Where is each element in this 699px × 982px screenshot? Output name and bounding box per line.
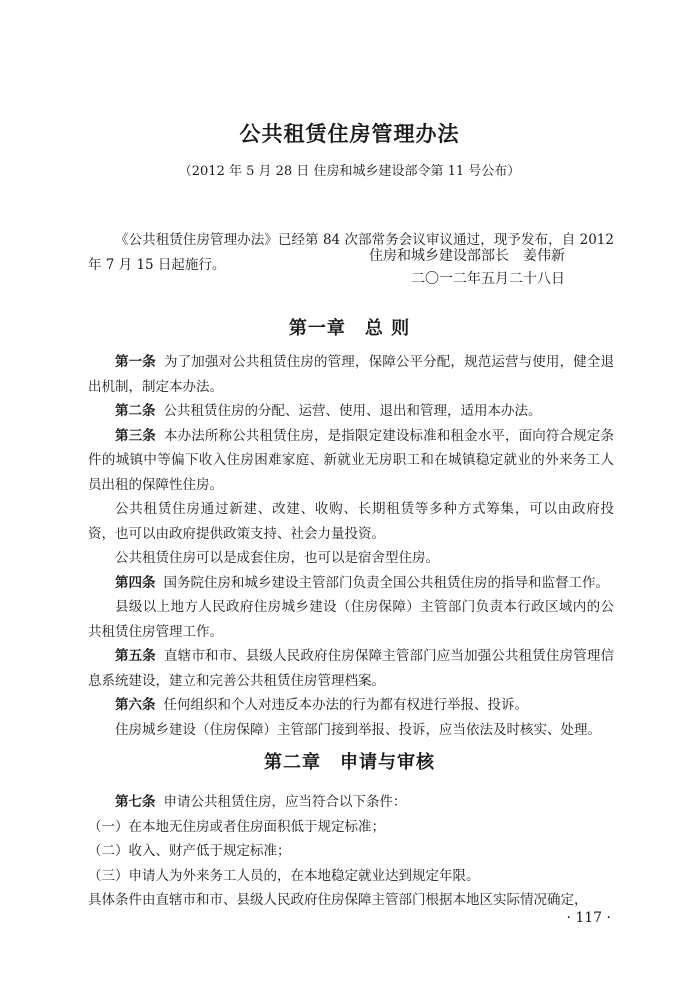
condition-1: （一）在本地无住房或者住房面积低于规定标准； [88,818,385,835]
page-number: · 117 · [566,910,611,926]
document-subtitle: （2012 年 5 月 28 日 住房和城乡建设部令第 11 号公布） [178,164,521,179]
article-text: 公共租赁住房的分配、运营、使用、退出和管理，适用本办法。 [163,403,542,419]
article-7-paragraph-2: 具体条件由直辖市和市、县级人民政府住房保障主管部门根据本地区实际情况确定， [88,892,588,908]
condition-3: （三）申请人为外来务工人员的，在本地稳定就业达到规定年限。 [88,867,480,884]
article-label: 第二条 [115,403,156,419]
article-text: 直辖市和市、县级人民政府住房保障主管部门应当加强公共租赁住房管理信息系统建设，建立和完善公共租赁住房管理档案。 [88,648,615,689]
article-7 [88,790,614,815]
article-3 [88,424,614,498]
article-text: 国务院住房和城乡建设主管部门负责全国公共租赁住房的指导和监督工作。 [163,574,609,591]
article-label: 第七条 [115,794,156,810]
article-label: 第四条 [115,574,156,591]
article-label: 第三条 [115,427,156,444]
article-label: 第五条 [115,648,156,664]
article-4 [88,571,614,596]
article-5 [88,644,614,693]
article-3-paragraph-2: 公共租赁住房通过新建、改建、收购、长期租赁等多种方式筹集，可以由政府投资，也可以由政府提供政策支持、社会力量投资。 [88,501,614,542]
article-label: 第六条 [115,697,156,713]
intro-paragraph: 《公共租赁住房管理办法》已经第 84 次部常务会议审议通过，现予发布，自 2012 年 7 月 15 日起施行。 [88,232,614,273]
chapter-2-title: 第二章 申请与审核 [264,752,435,773]
article-6 [88,693,614,718]
article-6-paragraph-2: 住房城乡建设（住房保障）主管部门接到举报、投诉，应当依法及时核实、处理。 [115,721,601,738]
article-2 [88,399,614,424]
article-text: 任何组织和个人对违反本办法的行为都有权进行举报、投诉。 [163,697,528,713]
article-4-paragraph-2: 县级以上地方人民政府住房城乡建设（住房保障）主管部门负责本行政区域内的公共租赁住房管理工作。 [88,599,614,640]
signer: 住房和城乡建设部部长 姜伟新 [369,248,565,264]
article-label: 第一条 [115,354,156,370]
article-3-paragraph-3: 公共租赁住房可以是成套住房，也可以是宿舍型住房。 [115,550,439,566]
chapter-2-body [88,790,614,913]
document-title: 公共租赁住房管理办法 [239,122,460,146]
chapter-1-body [88,350,614,742]
condition-2: （二）收入、财产低于规定标准； [88,843,291,859]
article-text: 为了加强对公共租赁住房的管理，保障公平分配，规范运营与使用，健全退出机制，制定本办法。 [88,354,615,395]
article-text: 本办法所称公共租赁住房，是指限定建设标准和租金水平，面向符合规定条件的城镇中等偏下收入住房困难家庭、新就业无房职工和在城镇稳定就业的外来务工人员出租的保障性住房。 [88,427,615,493]
article-1 [88,350,614,399]
sign-date: 二〇一二年五月二十八日 [411,271,565,287]
chapter-1-title: 第一章 总 则 [288,318,411,339]
article-text: 申请公共租赁住房，应当符合以下条件： [163,794,407,810]
